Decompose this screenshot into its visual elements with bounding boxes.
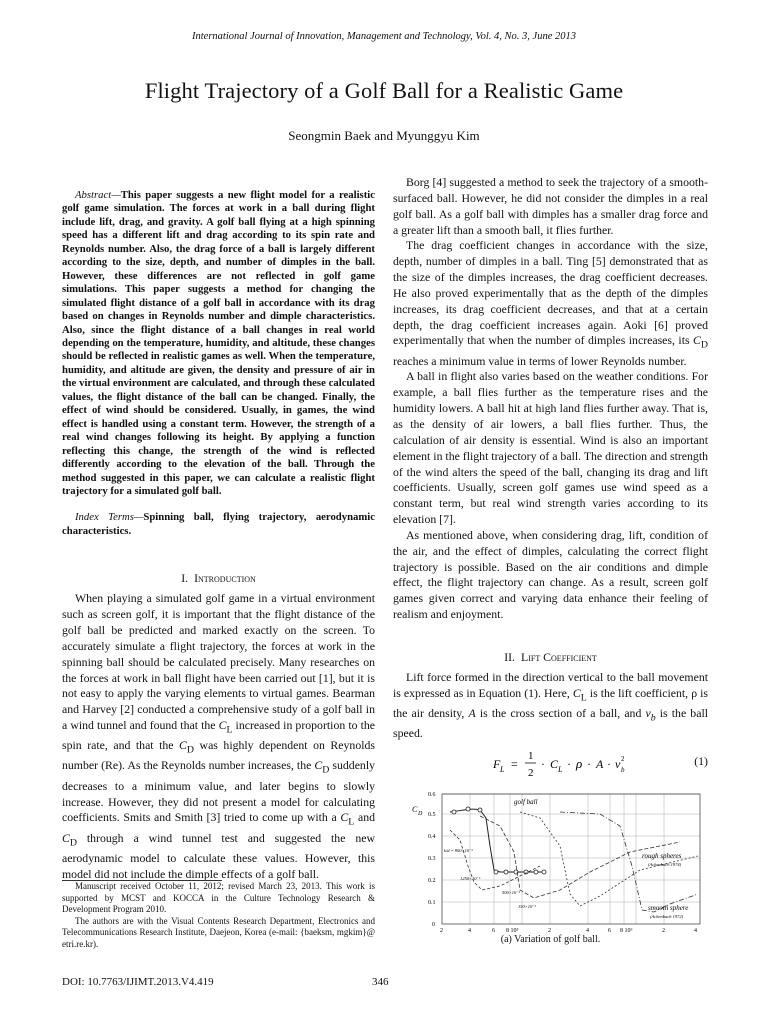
abstract-lead: Abstract— (75, 189, 121, 201)
symbol-sub: D (700, 339, 708, 351)
eq-C-sub: L (558, 765, 563, 774)
ytick-label: 0.3 (428, 856, 436, 862)
footnote (62, 881, 375, 950)
text-run: When playing a simulated golf game in a virtual environment such as screen golf, it is important that the flight distance of the golf ball be predicted and marked exactly on the screen. To accurately simulate a flight trajectory, the forces at work in the spinning ball should be calculated precisely. Many researches on the forces at work in ball flight have been carried out [1], but it is not easy to apply the varying elements to virtual games. Bearman and Harvey [2] conducted a comprehensive study of a golf ball in a wind tunnel and found that the (62, 591, 375, 733)
text-run: increased in proportion to the spin rate, and that the (62, 718, 375, 753)
label-kd-1250: 1250×10⁻⁵ (460, 876, 481, 881)
symbol: C (340, 810, 349, 825)
label-kd-150: 150×10⁻⁵ (518, 904, 537, 909)
paragraph-weather: A ball in flight also varies based on the weather conditions. For example, a ball flies further as the temperature rises and the humidity lowers. A ball hit at high land flies further away. That is, as the density of air lowers, a ball flies further. Thus, the calculation of air density is essential. Wind is also an important element in the flight trajectory of a ball. The direction and strength of the wind alters the speed of the ball, changing its drag and lift coefficients. Usually, screen golf games use wind speed as a constant term, but real wind strength varies according to its elevation [7]. (393, 369, 708, 527)
text-run: through a wind tunnel test and suggested the new aerodynamic model to calculate these values. However, this model did not include the dimple effects of a golf ball. (62, 830, 375, 881)
label-kd-900: k/d = 900×10⁻⁵ (444, 848, 474, 853)
symbol: C (572, 685, 581, 700)
section-number: II. (504, 649, 515, 664)
text-run: reaches a minimum value in terms of lower Reynolds number. (393, 353, 687, 368)
text-run: is the ball speed. (393, 706, 708, 741)
symbol-sub: D (69, 836, 77, 848)
xtick-label: 6 (608, 928, 611, 934)
xtick-label: 8 10⁵ (506, 928, 519, 934)
xtick-label: 2 (440, 928, 443, 934)
abstract-text: This paper suggests a new flight model for a realistic golf game simulation. The forces at work in a ball during flight include lift, drag, and gravity. A golf ball flying at a high spinning speed has a different lift and drag according to its spin rate and Reynolds number. Also, the drag force of a ball is largely different according to the size, depth, and number of dimples in the ball. However, these differences are not reflected in golf game simulations. This paper suggests a method for changing the simulated flight distance of a golf ball in accordance with its drag based on changes in Reynolds number and dimple characteristics. Also, since the flight distance of a ball changes in real world depending on the temperature, humidity, and altitude, these changes should be reflected in realistic games as well. When the temperature, humidity, and altitude are given, the density and pressure of air in the virtual environment are calculated, and through these calculated values, the flight distance of the ball can be changed. Finally, the effect of wind should be considered. Usually, in games, the wind effect is handled using a constant term. However, the strength of a real wind changes following its height. By applying a function reflecting this change, the strength of the wind is reflected differently according to the elevation of the ball. Through the method suggested in this paper, we can calculate a realistic flight trajectory for a simulated golf ball. (62, 189, 375, 497)
symbol: ρ (691, 685, 698, 700)
label-golf-ball: golf ball (514, 798, 538, 806)
eq-C: C (550, 757, 559, 771)
equation-number: (1) (694, 754, 708, 768)
doi: DOI: 10.7763/IJIMT.2013.V4.419 (62, 976, 214, 988)
eq-dot: · (541, 757, 545, 771)
eq-F: F (493, 757, 501, 771)
index-terms (62, 511, 375, 538)
symbol-sub: D (322, 764, 330, 776)
equation-1 (393, 746, 708, 782)
authors: Seongmin Baek and Myunggyu Kim (288, 128, 480, 143)
symbol: C (218, 718, 227, 733)
eq-dot: · (607, 757, 611, 771)
index-terms-text: Spinning ball, flying trajectory, aerodynamic characteristics. (62, 511, 375, 537)
page-number: 346 (372, 976, 389, 988)
symbol-sub: L (348, 816, 355, 828)
symbol-sub: L (580, 692, 587, 704)
text-run: is the cross section of a ball, and (475, 706, 646, 721)
eq-half-den: 2 (528, 767, 534, 779)
symbol: A (468, 706, 476, 721)
eq-A: A (596, 757, 604, 771)
eq-dot: · (567, 757, 571, 771)
eq-half-num: 1 (528, 750, 534, 762)
figure-svg (410, 786, 710, 934)
ytick-label: 0 (432, 922, 435, 928)
section-heading-lift (393, 650, 708, 665)
rough-curve-1 (450, 830, 540, 890)
xtick-label: 2 (548, 928, 551, 934)
xtick-label: 4 (694, 928, 697, 934)
eq-rho: ρ (576, 756, 583, 771)
symbol-sub: b (650, 712, 656, 724)
section-number: I. (181, 571, 189, 586)
abstract (62, 189, 375, 498)
ytick-label: 0.1 (428, 900, 436, 906)
left-column (62, 189, 375, 882)
xtick-label: 8 10⁶ (620, 928, 633, 934)
figure-ylabel: C (412, 805, 418, 814)
symbol: C (62, 830, 70, 845)
golf-ball-markers (452, 807, 546, 874)
paper-title: Flight Trajectory of a Golf Ball for a Realistic Game (144, 78, 624, 103)
xtick-label: 6 (492, 928, 495, 934)
text-run: suddenly decreases to a minimum value, and later begins to slowly increase. However, they did not present a model for calculating coefficients. Smits and Smith [3] tried to come up with a (62, 758, 376, 825)
ytick-label: 0.4 (428, 834, 436, 840)
eq-v-sub: b (621, 766, 625, 774)
intro-paragraph (62, 591, 375, 882)
eq-equals: = (511, 757, 518, 771)
equation-svg (393, 746, 708, 782)
footnote-manuscript: Manuscript received October 11, 2012; revised March 23, 2013. This work is supported by MCST and KOCCA in the Culture Technology Research & Development Program 2010. (62, 881, 375, 914)
xtick-label: 4 (586, 928, 589, 934)
label-smooth-sphere: smooth sphere (648, 904, 689, 912)
golf-ball-curve (450, 809, 544, 872)
label-rough-ref: (Achenbach 1974) (648, 862, 682, 867)
symbol: C (179, 738, 187, 753)
figure-drag-coefficient (410, 786, 710, 934)
text-run: and (354, 810, 375, 825)
paragraph-borg: Borg [4] suggested a method to seek the trajectory of a smooth-surfaced ball. However, he did not consider the dimples in a real golf ball. As a golf ball with dimples has a smaller drag force and a greater lift than a smooth ball, it flies further. (393, 175, 708, 237)
eq-dot: · (587, 757, 591, 771)
index-terms-lead: Index Terms— (75, 511, 144, 524)
eq-v: v (615, 757, 621, 771)
section-title: Introduction (194, 571, 256, 586)
symbol: C (314, 758, 323, 773)
text-run: Lift force formed in the direction vertical to the ball movement is expressed as in Equation (1). Here, (393, 669, 708, 700)
label-kd-500: 500×10⁻⁵ (502, 890, 521, 895)
ytick-label: 0.2 (428, 878, 436, 884)
paragraph-lift (393, 670, 708, 742)
eq-F-sub: L (500, 765, 505, 774)
footnote-authors: The authors are with the Visual Contents Research Department, Electronics and Telecommunications Research Institute, Daejeon, Korea (e-mail: {baeksm, mgkim}@ etri.re.kr). (62, 915, 375, 949)
journal-header: International Journal of Innovation, Management and Technology, Vol. 4, No. 3, June 2013 (192, 31, 576, 42)
xtick-label: 4 (468, 928, 471, 934)
figure-caption: (a) Variation of golf ball. (500, 934, 601, 945)
section-title: Lift Coefficient (521, 649, 597, 664)
section-heading-introduction (62, 571, 375, 586)
eq-v-sq: 2 (621, 755, 625, 763)
symbol-sub: D (186, 744, 195, 756)
symbol-sub: L (226, 724, 233, 736)
label-smooth-ref: (Achenbach 1972) (650, 914, 684, 919)
paragraph-mentioned: As mentioned above, when considering drag, lift, condition of the air, and the effect of dimples, calculating the correct flight trajectory is possible. Based on the air conditions and dimple effect, the flight trajectory can change. As a result, screen golf games given correct and varying data enhance their feeling of realism and enjoyment. (393, 527, 708, 622)
text-run: was highly dependent on Reynolds number (Re). As the Reynolds number increases, the (62, 738, 375, 773)
text-run: is the lift coefficient, (586, 685, 692, 700)
ytick-label: 0.5 (428, 812, 436, 818)
paragraph-drag (393, 238, 708, 369)
text-run: The drag coefficient changes in accordance with the size, depth, number of dimples in a ball. Ting [5] demonstrated that as the size of the dimples increases, the drag coefficient decreases. He also proved experimentally that as the depth of the dimples increases, its drag coefficient decreases, and that at a certain depth, the drag coefficient increases again. Aoki [6] proved experimentally that when the number of dimples increases, its (393, 238, 708, 348)
xtick-label: 2 (662, 928, 665, 934)
right-column (393, 175, 708, 742)
symbol: C (693, 333, 701, 348)
symbol: v (645, 706, 651, 721)
figure-ylabel-sub: D (418, 811, 423, 817)
text-run: is the air density, (393, 685, 708, 721)
ytick-label: 0.6 (428, 792, 436, 798)
label-rough-spheres: rough spheres (642, 852, 682, 860)
